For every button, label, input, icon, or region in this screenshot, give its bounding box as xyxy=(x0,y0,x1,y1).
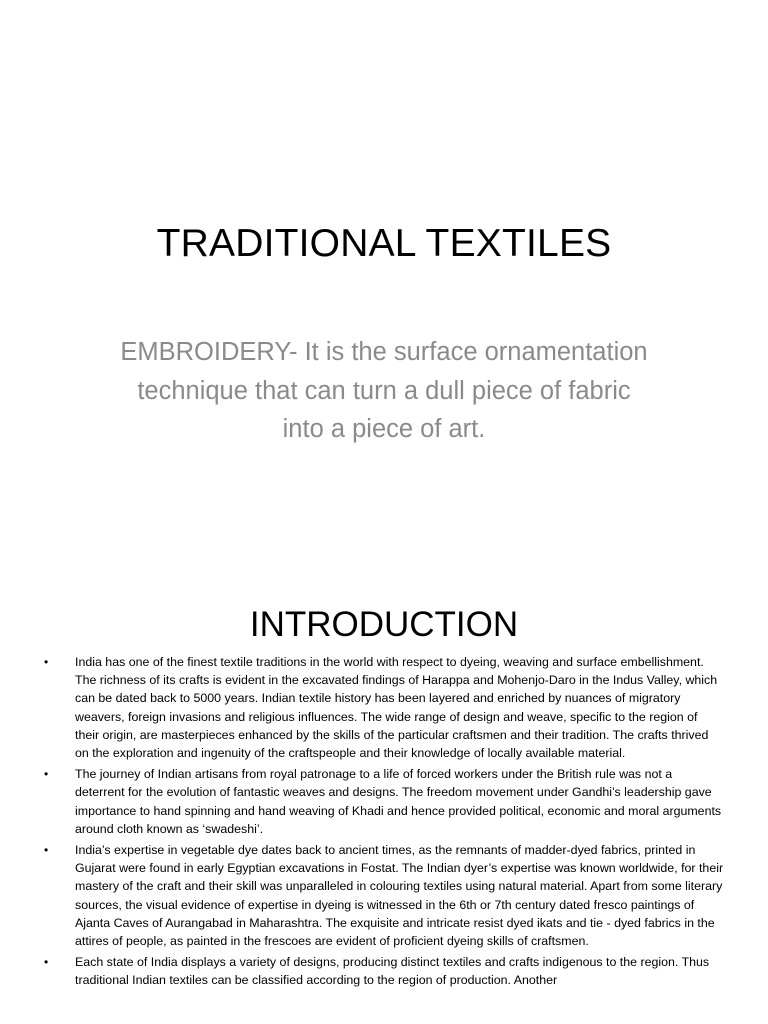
list-item xyxy=(44,841,724,950)
introduction-slide xyxy=(0,576,768,1024)
bullet-icon: • xyxy=(44,767,49,782)
bullet-list xyxy=(44,653,724,993)
bullet-icon: • xyxy=(44,655,49,669)
list-item xyxy=(44,953,724,989)
bullet-text: India has one of the finest textile traditions in the world with respect to dyeing, weaving and surface embellishment. The richness of its crafts is evident in the excavated findings of Harappa and Mohenjo-Daro in the Indus Valley, which can be dated back to 5000 years. Indian textile history has been layered and enriched by nuances of migratory weavers, foreign invasions and religious influences. The wide range of design and weave, specific to the region of their origin, are masterpieces enhanced by the skills of the particular craftsmen and their tradition. The crafts thrived on the exploration and ingenuity of the craftspeople and their knowledge of locally available material. xyxy=(75,655,718,761)
bullet-text: Each state of India displays a variety of designs, producing distinct textiles and crafts indigenous to the region. Thus traditional Indian textiles can be classified according to the region of production. Another xyxy=(75,955,710,988)
bullet-text: The journey of Indian artisans from royal patronage to a life of forced workers under the British rule was not a deterrent for the evolution of fantastic weaves and designs. The freedom movement under Gandhi’s leadership gave importance to hand spinning and hand weaving of Khadi and hence provided political, economic and moral arguments around cloth known as ‘swadeshi’. xyxy=(75,767,722,836)
slide-title: INTRODUCTION xyxy=(249,605,519,644)
list-item xyxy=(44,653,724,762)
slide-subtitle: EMBROIDERY- It is the surface ornamentation technique that can turn a dull piece of fabric into a piece of art. xyxy=(120,338,648,443)
list-item xyxy=(44,765,724,838)
slide-title: TRADITIONAL TEXTILES xyxy=(156,222,612,265)
bullet-icon: • xyxy=(44,955,49,970)
bullet-text: India’s expertise in vegetable dye dates back to ancient times, as the remnants of madder-dyed fabrics, printed in Gujarat were found in early Egyptian excavations in Fostat. The Indian dyer’s expertise was known worldwide, for their mastery of the craft and their skill was unparalleled in colouring textiles using natural material. Apart from some literary sources, the visual evidence of expertise in dyeing is witnessed in the 6th or 7th century dated fresco paintings of Ajanta Caves of Aurangabad in Maharashtra. The exquisite and intricate resist dyed ikats and tie - dyed fabrics in the attires of people, as painted in the frescoes are evident of proficient dyeing skills of craftsmen. xyxy=(75,843,724,949)
bullet-icon: • xyxy=(44,843,49,858)
